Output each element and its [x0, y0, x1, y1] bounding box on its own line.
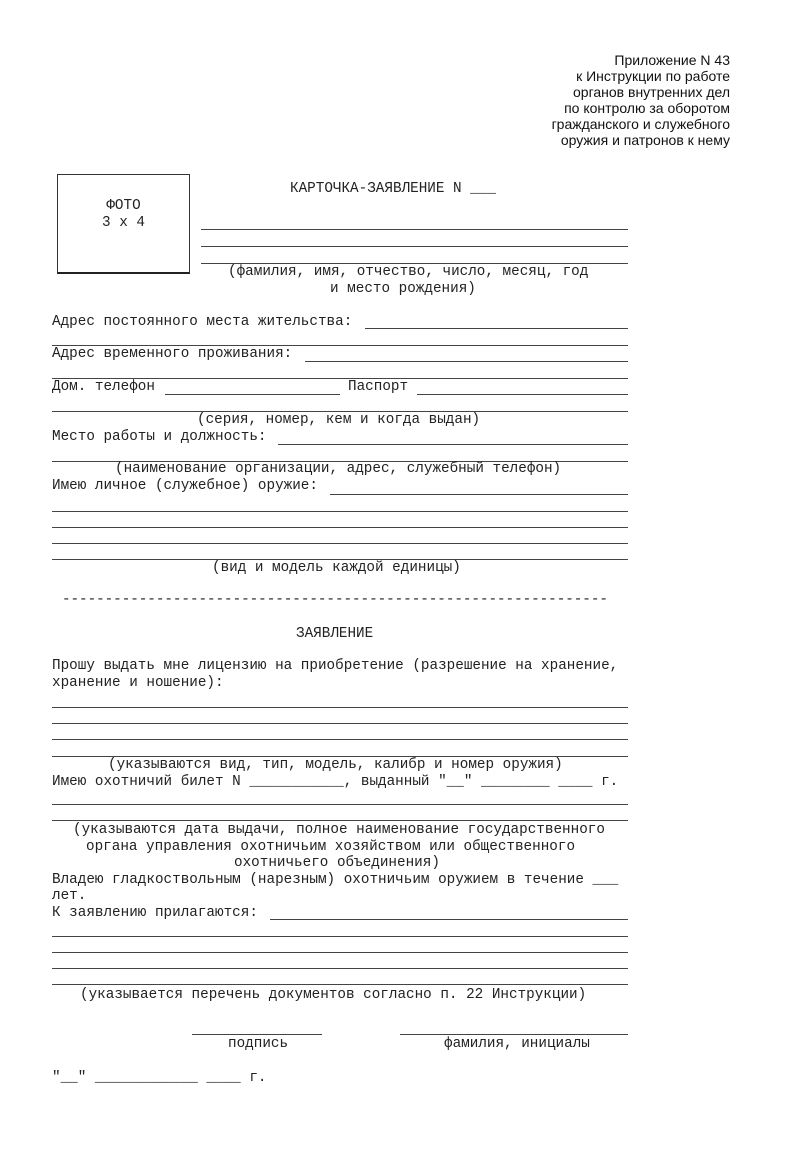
- statement-title: ЗАЯВЛЕНИЕ: [296, 626, 374, 642]
- workplace-label: Место работы и должность:: [52, 429, 267, 445]
- header-line: по контролю за оборотом: [564, 100, 730, 116]
- weapon-caption: (вид и модель каждой единицы): [212, 560, 461, 576]
- header-line: Приложение N 43: [614, 52, 730, 68]
- header-line: оружия и патронов к нему: [560, 132, 730, 148]
- full-name-field[interactable]: [400, 1034, 628, 1035]
- passport-caption: (серия, номер, кем и когда выдан): [197, 412, 481, 428]
- name-initials-label: фамилия, инициалы: [444, 1036, 590, 1052]
- name-field-line[interactable]: [201, 229, 628, 230]
- request-text: Прошу выдать мне лицензию на приобретение (разрешение на хранение,: [52, 658, 619, 674]
- ticket-caption: органа управления охотничьим хозяйством или общественного: [86, 839, 576, 855]
- card-title: КАРТОЧКА-ЗАЯВЛЕНИЕ N ___: [290, 181, 496, 197]
- attached-field[interactable]: [52, 968, 628, 969]
- own-weapon-label: Имею личное (служебное) оружие:: [52, 478, 318, 494]
- experience-text: Владею гладкоствольным (нарезным) охотничьим оружием в течение ___: [52, 872, 619, 888]
- own-weapon-field[interactable]: [52, 527, 628, 528]
- ticket-caption: охотничьего объединения): [234, 855, 440, 871]
- workplace-caption: (наименование организации, адрес, служебный телефон): [115, 461, 562, 477]
- workplace-field[interactable]: [278, 444, 628, 445]
- request-field[interactable]: [52, 739, 628, 740]
- signature-field[interactable]: [192, 1034, 322, 1035]
- own-weapon-field[interactable]: [52, 511, 628, 512]
- attached-field[interactable]: [52, 936, 628, 937]
- header-line: гражданского и служебного: [551, 116, 730, 132]
- request-text: хранение и ношение):: [52, 675, 224, 691]
- cut-line-separator: ----------------------------------------------------------------: [62, 592, 608, 608]
- attached-field[interactable]: [270, 919, 628, 920]
- passport-field[interactable]: [417, 394, 628, 395]
- permanent-address-label: Адрес постоянного места жительства:: [52, 314, 353, 330]
- attached-caption: (указывается перечень документов согласно п. 22 Инструкции): [80, 987, 587, 1003]
- experience-text: лет.: [52, 888, 87, 904]
- name-field-line[interactable]: [201, 246, 628, 247]
- permanent-address-field[interactable]: [365, 328, 628, 329]
- hunting-ticket-field[interactable]: [52, 820, 628, 821]
- name-caption: и место рождения): [330, 281, 476, 297]
- request-field[interactable]: [52, 707, 628, 708]
- date-line[interactable]: "__" ____________ ____ г.: [52, 1070, 267, 1086]
- request-field[interactable]: [52, 723, 628, 724]
- attached-field[interactable]: [52, 984, 628, 985]
- header-line: органов внутренних дел: [573, 84, 730, 100]
- temporary-address-field[interactable]: [305, 361, 628, 362]
- home-phone-label: Дом. телефон: [52, 379, 155, 395]
- hunting-ticket-line[interactable]: Имею охотничий билет N ___________, выданный "__" ________ ____ г.: [52, 774, 619, 790]
- photo-label: ФОТО: [106, 198, 141, 214]
- own-weapon-field[interactable]: [52, 543, 628, 544]
- request-caption: (указываются вид, тип, модель, калибр и номер оружия): [108, 757, 563, 773]
- home-phone-field[interactable]: [165, 394, 340, 395]
- hunting-ticket-field[interactable]: [52, 804, 628, 805]
- own-weapon-field[interactable]: [330, 494, 628, 495]
- photo-size: 3 x 4: [102, 215, 145, 231]
- appendix-header: [552, 52, 730, 148]
- name-caption: (фамилия, имя, отчество, число, месяц, год: [228, 264, 589, 280]
- passport-label: Паспорт: [348, 379, 409, 395]
- header-line: к Инструкции по работе: [576, 68, 730, 84]
- attached-label: К заявлению прилагаются:: [52, 905, 258, 921]
- signature-label: подпись: [228, 1036, 289, 1052]
- attached-field[interactable]: [52, 952, 628, 953]
- temporary-address-label: Адрес временного проживания:: [52, 346, 293, 362]
- ticket-caption: (указываются дата выдачи, полное наименование государственного: [73, 822, 605, 838]
